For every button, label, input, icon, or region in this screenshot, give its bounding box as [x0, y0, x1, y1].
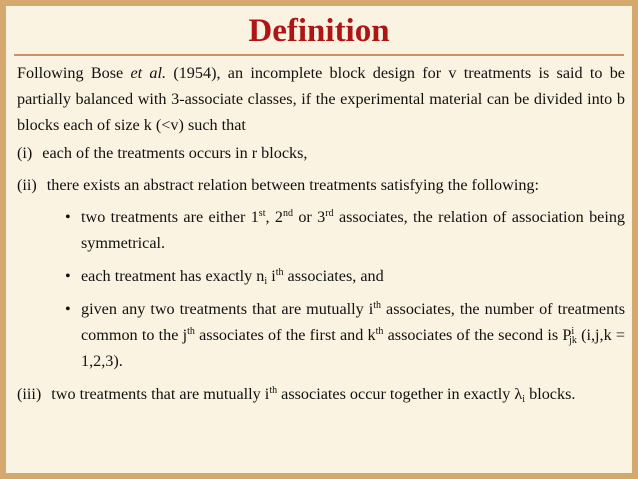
item-text: two treatments that are mutually $i^{th}$ associates occur together in exactly $\lambda_i$ blocks. — [51, 385, 576, 405]
title-divider — [14, 54, 624, 56]
item-text: each of the treatments occurs in r blocks, — [42, 144, 308, 162]
bullet-list — [65, 204, 625, 374]
item-number: (ii) — [17, 176, 37, 194]
bullet-icon: • — [65, 267, 71, 285]
list-item: • given any two treatments that are mutually $i^{th}$ associates, the number of treatments common to the $j^{th}$ associates of the first and $k^{th}$ associates of the second is $P^i_{jk}$ (i,j,k = 1,2,3). — [65, 296, 625, 374]
definition-body — [17, 60, 625, 413]
item-iii — [17, 381, 625, 407]
intro-paragraph: Following Bose et al. (1954), an incomplete block design for v treatments is said to be partially balanced with 3-associate classes, if the experimental material can be divided into b blocks each of size k (<v) such that — [17, 64, 625, 134]
item-number: (iii) — [17, 385, 42, 403]
bullet-icon: • — [65, 208, 71, 226]
page-title: Definition — [248, 13, 390, 49]
item-i — [17, 140, 625, 166]
bullet-icon: • — [65, 300, 71, 318]
list-item: • two treatments are either 1st, 2nd or 3rd associates, the relation of association being symmetrical. — [65, 204, 625, 256]
item-text: there exists an abstract relation between treatments satisfying the following: — [46, 176, 539, 194]
slide — [6, 6, 632, 473]
list-item: • each treatment has exactly $n_i$ $i^{th}$ associates, and — [65, 263, 625, 289]
item-number: (i) — [17, 144, 33, 162]
item-ii — [17, 172, 625, 198]
